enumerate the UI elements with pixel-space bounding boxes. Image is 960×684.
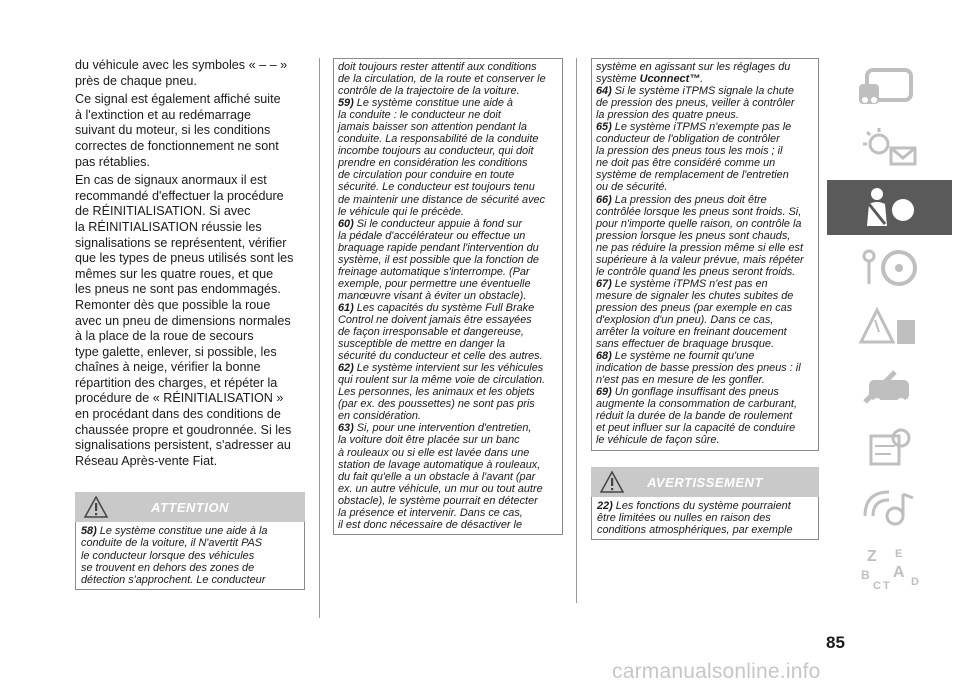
text-line: station de lavage automatique à rouleaux, [338,458,541,471]
text-line: que les types de pneus utilisés sont les [75,251,294,266]
text-line: près de chaque pneu. [75,73,197,88]
avertissement-text [597,500,813,536]
note-number: 61) [338,301,354,314]
text-line: arrêter la voiture en freinant doucement [596,326,787,339]
text-line: avec un pneu de dimensions normales [75,313,291,328]
text-line: (par ex. des poussettes) ne sont pas pris [338,398,535,411]
text-line: du véhicule avec les symboles « – – » [75,58,288,72]
text-line: chaussée propre et goudronnée. Si les [75,422,292,437]
text-line: à la place de la roue de secours [75,329,254,344]
body-text [75,58,305,469]
key-steering-wheel-icon [855,246,925,290]
text-line: ou de sécurité. [596,181,668,194]
text-line: la pression des pneus tous les mois ; il [596,145,783,158]
text-line: les pneus ne sont pas endommagés. [75,282,281,297]
index-letter: A [892,563,905,581]
text-line: de façon irresponsable et dangereuse, [338,326,524,339]
text-line: freinage automatique s'interrompe. (Par [338,265,530,278]
text-line: la voiture doit être placée sur un banc [338,434,520,447]
text-line: suivant du moteur, si les conditions [75,123,271,138]
text-line: 60) Si le conducteur appuie à fond sur [338,217,523,230]
note-number: 63) [338,422,354,435]
text-line: réduit la durée de la bande de roulement [596,410,793,423]
wrench-car-icon [855,366,925,410]
text-line: correctes de fonctionnement ne sont [75,138,279,153]
text-line: 63) Si, pour une intervention d'entretien, [338,422,532,435]
index-letter: B [860,567,870,582]
text-line: la pédale d'accélérateur ou effectue un [338,229,526,242]
watermark: carmanualsonline.info [612,660,821,683]
tab-safety[interactable] [827,180,952,235]
text-line: sans effectuer de braquage brusque. [596,338,775,351]
text-line: sécurité. Le conducteur est toujours tenu [338,181,535,194]
text-line: jamais baisser son attention pendant la [338,121,527,134]
text-line: de la circulation, de la route et conserver le [338,73,546,86]
text-line: susceptible de mettre en danger la [338,338,506,351]
text-line: à l'extinction et au redémarrage [75,107,252,122]
avertissement-box [591,497,819,540]
attention-banner [75,492,305,522]
text-line: signalisations se représentent, vérifier [75,235,287,250]
text-line: le contrôle quand les pneus seront froids. [596,265,796,278]
text-line: pour n'importe quelle raison, on contrôle la [596,217,802,230]
attention-title: ATTENTION [151,500,229,516]
avertissement-banner [591,467,819,497]
text-line: de maintenir une distance de sécurité avec [338,193,546,206]
text-line: Ce signal est également affiché suite [75,92,281,107]
tab-index[interactable] [827,540,952,595]
tab-lights[interactable] [827,120,952,175]
text-line: la pression des quatre pneus. [596,109,739,122]
text-line: mesure de signaler les chutes subites de [596,289,794,302]
text-line: la présence et intervenir. Dans ce cas, [338,506,523,519]
lights-and-envelope-icon [855,126,925,170]
text-line: Remonter dès que possible la roue [75,297,271,312]
index-letter: E [894,547,902,560]
text-line: répartition des charges, et répéter la [75,375,278,390]
note-number: 59) [338,97,354,110]
text-line: type galette, enlever, si possible, les [75,344,277,359]
note-number: 22) [597,499,613,512]
index-letter: Z [866,547,877,565]
text-line: conduite de la voiture, il N'avertit PAS [81,537,263,550]
text-line: 61) Les capacités du système Full Brake [338,301,535,314]
text-line: 59) Le système constitue une aide à [338,97,513,110]
column-divider [319,58,320,618]
text-line: manœuvre visant à éviter un obstacle). [338,289,527,302]
avertissement-title: AVERTISSEMENT [647,474,763,490]
text-line: système de remplacement de l'entretien [596,169,789,182]
text-line: pression lorsque les pneus sont chauds, [596,229,791,242]
column-divider [576,58,577,603]
text-line: Réseau Après-vente Fiat. [75,453,218,468]
text-line: prendre en considération les conditions [338,157,528,170]
tpms-notes [596,61,814,447]
paragraph [75,58,305,89]
text-line: incombe toujours au conducteur, qui doit [338,145,534,158]
note-number: 62) [338,362,354,375]
text-line: en considération. [338,410,421,423]
note-number: 60) [338,217,354,230]
alphabetical-index-icon [855,543,925,593]
text-line: signalisations persistent, s'adresser au [75,438,291,453]
column-1 [75,58,305,590]
text-line: n'est pas en mesure de les gonfler. [596,374,765,387]
text-line: qui roulent sur la même voie de circulation. [338,374,546,387]
text-line: 22) Les fonctions du système pourraient [597,499,791,512]
paragraph [75,92,305,170]
text-line: En cas de signaux anormaux il est [75,173,267,188]
text-line: contrôle de la trajectoire de la voiture. [338,85,520,98]
text-line: conditions atmosphériques, par exemple [597,523,793,536]
text-line: contrôlée lorsque les pneus sont froids. Si, [596,205,802,218]
text-line: braquage rapide pendant l'intervention du [338,241,539,254]
text-line: 66) La pression des pneus doit être [596,193,767,206]
text-line: 64) Si le système iTPMS signale la chute [596,85,794,98]
column-2 [333,58,561,535]
index-letter: C [872,579,881,592]
page-number: 85 [826,633,845,652]
text-line: de RÉINITIALISATION. Si avec [75,204,251,219]
chapter-tabs [827,60,952,600]
tab-dashboard[interactable] [827,60,952,115]
text-line: 68) Le système ne fournit qu'une [596,350,755,363]
text-line: 65) Le système iTPMS n'exempte pas le [596,121,792,134]
text-line: être limitées ou nulles en raison des [597,511,771,524]
note-number: 64) [596,85,612,98]
index-letter: T [882,579,890,592]
text-line: mêmes sur les quatre roues, et que [75,266,274,281]
text-line: en procédant dans des conditions de [75,407,281,422]
text-line: d'explosion d'un pneu). Dans ce cas, [596,313,774,326]
text-line: obstacle), le système pourrait en détecter [338,494,538,507]
text-line: se trouvent en dehors des zones de [81,561,255,574]
index-letter: D [910,575,919,588]
attention-box [75,522,305,589]
text-line: pas rétablies. [75,154,150,169]
text-line: le conducteur lorsque des véhicules [81,549,255,562]
text-line: Control ne doivent jamais être essayées [338,313,532,326]
text-line: procédure de « RÉINITIALISATION » [75,391,284,406]
note-number: 67) [596,277,612,290]
tab-emergency[interactable] [827,300,952,355]
text-line: à rouleaux ou si elle est lavée dans une [338,446,530,459]
attention-text [81,525,299,585]
seatbelt-airbag-icon [855,184,925,232]
note-number: 68) [596,350,612,363]
text-line: ex. un autre véhicule, un mur ou tout autre [338,482,543,495]
text-line: système en agissant sur les réglages du [596,61,791,73]
text-line: conduite. La responsabilité de la conduite [338,133,539,146]
text-line: la conduite : le conducteur ne doit [338,109,501,122]
text-line: sécurité du conducteur et celle des autres. [338,350,543,363]
text-line: système, il est possible que la fonction de [338,253,539,266]
text-line: de circulation pour conduire en toute [338,169,515,182]
note-number: 69) [596,386,612,399]
tab-maintenance[interactable] [827,360,952,415]
text-line: conducteur de l'obligation de contrôler [596,133,780,146]
text-line: chaînes à neige, vérifier la bonne [75,360,261,375]
note-number: 58) [81,525,97,538]
warning-continuation-box [333,58,563,535]
text-line: recommandé d'effectuer la procédure [75,188,284,203]
note-number: 66) [596,193,612,206]
tab-multimedia[interactable] [827,480,952,535]
text-line: du fait qu'elle a un obstacle à l'avant (par [338,470,536,483]
text-line: 58) Le système constitue une aide à la [81,525,268,538]
uconnect-label: Uconnect™ [639,73,701,86]
text-line: ne pas réduire la pression même si elle est [596,241,804,254]
column-3 [591,58,817,540]
text-line: doit toujours rester attentif aux conditions [338,61,537,73]
text-line: 67) Le système iTPMS n'est pas en [596,277,768,290]
tab-starting-driving[interactable] [827,240,952,295]
text-line: augmente la consommation de carburant, [596,398,797,411]
text-line: il est donc nécessaire de désactiver le [338,518,523,531]
paragraph [75,173,305,469]
text-line: système Uconnect™. [596,73,704,86]
warning-road-icon [855,306,925,350]
text-line: 69) Un gonflage insuffisant des pneus [596,386,779,399]
text-line: indication de basse pression des pneus : il [596,362,801,375]
note-number: 65) [596,121,612,134]
text-line: la RÉINITIALISATION réussie les [75,219,262,234]
text-line: supérieure à la valeur prévue, mais répéter [596,253,804,266]
text-line: Les personnes, les animaux et les objets [338,386,535,399]
safety-notes [338,61,558,531]
text-line: le véhicule de façon sûre. [596,434,720,447]
notes-box [591,58,819,451]
text-line: de pression des pneus, veiller à contrôler [596,97,795,110]
specifications-icon [855,426,925,470]
tab-specifications[interactable] [827,420,952,475]
car-dashboard-icon [855,66,925,110]
text-line: ne doit pas être considéré comme un [596,157,776,170]
text-line: et peut influer sur la capacité de conduire [596,422,796,435]
text-line: le véhicule qui le précède. [338,205,464,218]
text-line: détection s'approchent. Le conducteur [81,573,266,586]
text-line: exemple, pour permettre une éventuelle [338,277,531,290]
text-line: 62) Le système intervient sur les véhicules [338,362,544,375]
text-line: pression des pneus (par exemple en cas [596,301,793,314]
multimedia-icon [855,486,925,530]
